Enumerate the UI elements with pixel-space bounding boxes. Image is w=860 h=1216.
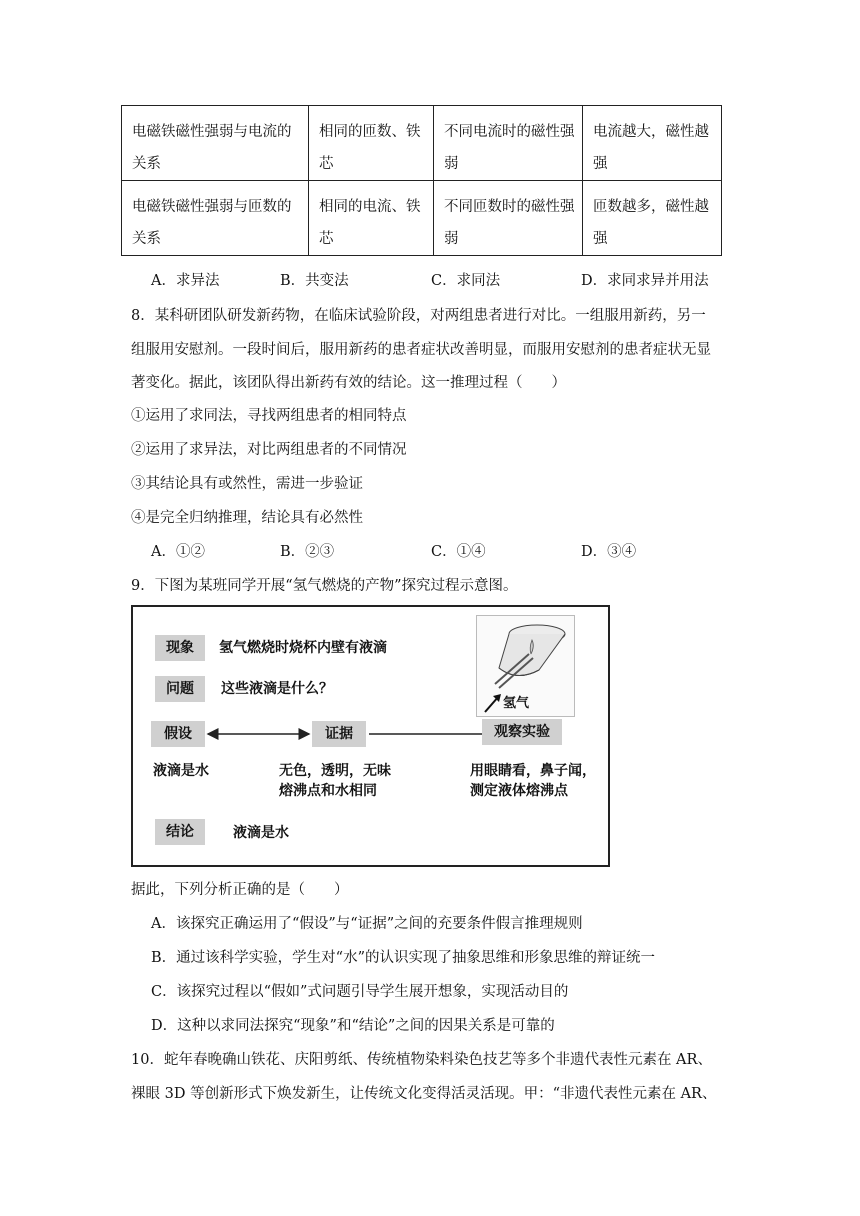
q7-option-c[interactable]: C．求同法 <box>431 273 501 289</box>
table-cell: 相同的电流、铁芯 <box>309 181 434 256</box>
table-cell: 相同的匝数、铁芯 <box>309 106 434 181</box>
q9-prompt: 据此，下列分析正确的是（ ） <box>131 882 349 898</box>
conclusion-text: 液滴是水 <box>233 825 289 841</box>
table-cell: 电流越大，磁性越强 <box>583 106 722 181</box>
table-row <box>122 181 722 256</box>
q8-item-4: ④是完全归纳推理，结论具有必然性 <box>131 510 363 526</box>
q9-option-c[interactable]: C．该探究过程以“假如”式问题引导学生展开想象，实现活动目的 <box>151 984 569 1000</box>
phenomenon-text: 氢气燃烧时烧杯内壁有液滴 <box>219 640 387 656</box>
q10-line2: 裸眼 3D 等创新形式下焕发新生，让传统文化变得活灵活现。甲：“非遗代表性元素在 AR、 <box>131 1086 717 1102</box>
table-row <box>122 106 722 181</box>
q8-option-b[interactable]: B．②③ <box>280 544 335 560</box>
question-label: 问题 <box>155 676 205 702</box>
q8-stem-line3: 著变化。据此，该团队得出新药有效的结论。这一推理过程（ ） <box>131 375 566 391</box>
q8-item-3: ③其结论具有或然性，需进一步验证 <box>131 476 363 492</box>
table-cell: 匝数越多，磁性越强 <box>583 181 722 256</box>
q9-stem: 9．下图为某班同学开展“氢气燃烧的产物”探究过程示意图。 <box>131 578 518 594</box>
beaker-image <box>476 615 575 717</box>
table-cell: 电磁铁磁性强弱与电流的关系 <box>122 106 309 181</box>
q8-option-a[interactable]: A．①② <box>151 544 205 560</box>
q7-option-a[interactable]: A．求异法 <box>151 273 220 289</box>
comparison-table <box>121 105 722 256</box>
table-cell: 电磁铁磁性强弱与匝数的关系 <box>122 181 309 256</box>
experiment-text-1: 用眼睛看，鼻子闻， <box>470 763 596 779</box>
q10-line1: 10．蛇年春晚确山铁花、庆阳剪纸、传统植物染料染色技艺等多个非遗代表性元素在 AR、 <box>131 1052 712 1068</box>
q8-option-c[interactable]: C．①④ <box>431 544 486 560</box>
question-text: 这些液滴是什么？ <box>221 681 333 697</box>
evidence-text-1: 无色，透明，无味 <box>279 763 391 779</box>
inquiry-diagram <box>131 605 610 867</box>
phenomenon-label: 现象 <box>155 635 205 661</box>
table-cell: 不同匝数时的磁性强弱 <box>434 181 583 256</box>
q8-stem-line1: 8．某科研团队研发新药物，在临床试验阶段，对两组患者进行对比。一组服用新药，另一 <box>131 308 706 324</box>
q8-stem-line2: 组服用安慰剂。一段时间后，服用新药的患者症状改善明显，而服用安慰剂的患者症状无显 <box>131 342 711 358</box>
conclusion-label: 结论 <box>155 819 205 845</box>
experiment-label: 观察实验 <box>482 719 562 745</box>
hydrogen-label: 氢气 <box>503 696 530 711</box>
evidence-label: 证据 <box>312 721 366 747</box>
q9-option-a[interactable]: A．该探究正确运用了“假设”与“证据”之间的充要条件假言推理规则 <box>151 916 583 932</box>
evidence-text-2: 熔沸点和水相同 <box>279 783 377 799</box>
q9-option-b[interactable]: B．通过该科学实验，学生对“水”的认识实现了抽象思维和形象思维的辩证统一 <box>151 950 655 966</box>
table-cell: 不同电流时的磁性强弱 <box>434 106 583 181</box>
experiment-text-2: 测定液体熔沸点 <box>470 783 568 799</box>
q7-option-d[interactable]: D．求同求异并用法 <box>581 273 709 289</box>
q7-option-b[interactable]: B．共变法 <box>280 273 349 289</box>
q8-item-2: ②运用了求异法，对比两组患者的不同情况 <box>131 442 407 458</box>
hypothesis-text: 液滴是水 <box>153 763 209 779</box>
q9-option-d[interactable]: D．这种以求同法探究“现象”和“结论”之间的因果关系是可靠的 <box>151 1018 555 1034</box>
q8-item-1: ①运用了求同法，寻找两组患者的相同特点 <box>131 408 407 424</box>
q8-option-d[interactable]: D．③④ <box>581 544 637 560</box>
hypothesis-label: 假设 <box>151 721 205 747</box>
